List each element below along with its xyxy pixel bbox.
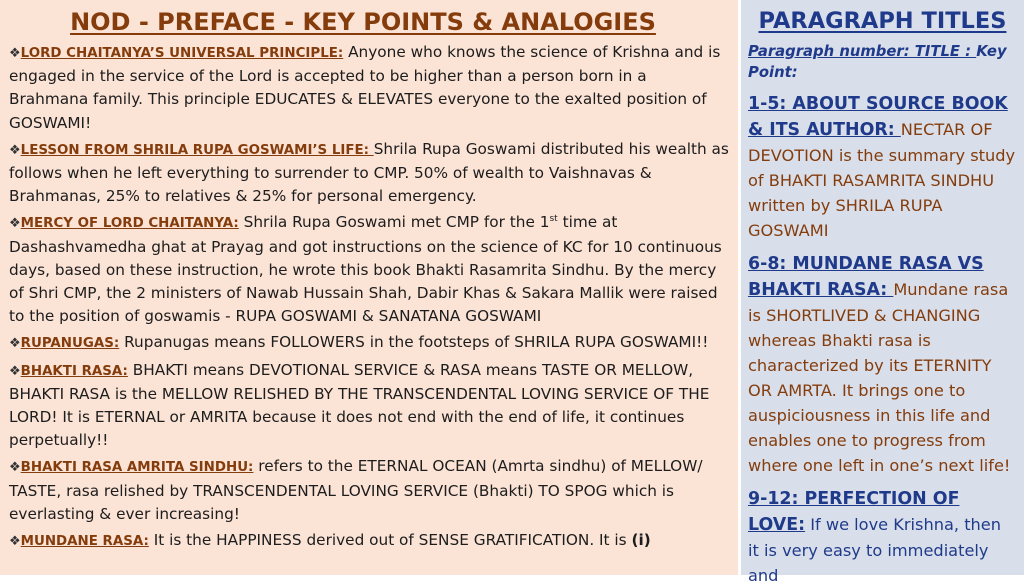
diamond-bullet-icon: ❖ xyxy=(9,363,21,379)
entry-text: If we love Krishna, then it is very easy to immediately and xyxy=(748,515,1002,585)
point-text: It is the HAPPINESS derived out of SENSE GRATIFICATION. It is xyxy=(148,531,632,550)
diamond-bullet-icon: ❖ xyxy=(9,336,21,352)
point-text: time at Dashashvamedha ghat at Prayag and got instructions on the science of KC for 10 continuous days, based on these instruction, he wrote this book Bhakti Rasamrita Sindhu. By the mercy of Shri CMP, the 2 ministers of Nawab Hussain Shah, Dabir Khas & Sakara Mallik were raised to the position of goswamis - RUPA GOSWAMI & SANATANA GOSWAMI xyxy=(9,213,722,326)
point-text: Anyone who knows the science of Krishna and is engaged in the service of the Lord is accepted to be higher than a person born in a Brahmana family. This principle EDUCATES & ELEVATES everyone to the exalted position of GOSWAMI! xyxy=(9,43,721,132)
diamond-bullet-icon: ❖ xyxy=(9,534,21,550)
point-rupa-goswami-lesson xyxy=(9,138,730,209)
diamond-bullet-icon: ❖ xyxy=(9,216,21,232)
point-heading: MERCY OF LORD CHAITANYA: xyxy=(20,216,239,232)
point-bhakti-rasa-amrita-sindhu xyxy=(9,455,730,526)
paragraph-key-legend xyxy=(748,41,1016,83)
point-superscript: st xyxy=(549,214,558,225)
entry-text: Mundane rasa is SHORTLIVED & CHANGING whereas Bhakti rasa is characterized by its ETERNITY OR AMRTA. It brings one to auspiciousness in this life and enables one to progress from where one left in one’s next life! xyxy=(748,280,1011,475)
paragraph-entry-1-5 xyxy=(748,91,1016,243)
point-bhakti-rasa xyxy=(9,359,730,453)
paragraph-titles-panel xyxy=(741,0,1024,585)
entry-heading: 9-12: PERFECTION OF LOVE: xyxy=(748,489,960,535)
key-points-list xyxy=(9,41,730,553)
diamond-bullet-icon: ❖ xyxy=(9,460,21,476)
point-heading: LESSON FROM SHRILA RUPA GOSWAMI’S LIFE: xyxy=(20,142,374,158)
paragraph-titles-title: PARAGRAPH TITLES xyxy=(758,8,1007,34)
point-text: refers to the ETERNAL OCEAN (Amrta sindhu) of MELLOW/ TASTE, rasa relished by TRANSCENDENTAL LOVING SERVICE (Bhakti) TO SPOG which is everlasting & ever increasing! xyxy=(9,457,703,523)
entry-heading: 1-5: ABOUT SOURCE BOOK & ITS AUTHOR: xyxy=(748,94,1008,140)
point-text: BHAKTI means DEVOTIONAL SERVICE & RASA means TASTE OR MELLOW, BHAKTI RASA is the MELLOW RELISHED BY THE TRANSCENDENTAL LOVING SERVICE OF THE LORD! It is ETERNAL or AMRITA because it does not end with the end of life, it continues perpetually!! xyxy=(9,360,710,450)
point-text: Shrila Rupa Goswami met CMP for the 1 xyxy=(238,213,550,232)
point-bold-tail: (i) xyxy=(631,531,651,550)
point-heading: LORD CHAITANYA’S UNIVERSAL PRINCIPLE: xyxy=(20,46,344,61)
paragraph-entry-9-12 xyxy=(748,486,1016,588)
point-heading: BHAKTI RASA: xyxy=(20,363,128,379)
point-rupanugas xyxy=(9,331,730,355)
point-text: Shrila Rupa Goswami distributed his wealth as follows when he left everything to surrender to CMP. 50% of wealth to Vaishnavas & Brahmanas, 25% to relatives & 25% for personal emergency. xyxy=(9,139,729,206)
point-universal-principle xyxy=(9,41,730,135)
point-heading: BHAKTI RASA AMRITA SINDHU: xyxy=(20,460,254,476)
point-mundane-rasa xyxy=(9,529,730,553)
point-heading: RUPANUGAS: xyxy=(20,336,120,352)
diamond-bullet-icon: ❖ xyxy=(9,46,21,61)
paragraph-entry-6-8 xyxy=(748,251,1016,478)
point-heading: MUNDANE RASA: xyxy=(20,534,149,550)
entry-text: NECTAR OF DEVOTION is the summary study of BHAKTI RASAMRITA SINDHU written by SHRILA RUPA GOSWAMI xyxy=(748,120,1016,240)
point-text: Rupanugas means FOLLOWERS in the footsteps of SHRILA RUPA GOSWAMI!! xyxy=(119,333,709,352)
key-rest: Key Point: xyxy=(748,43,1007,81)
entry-heading: 6-8: MUNDANE RASA VS BHAKTI RASA: xyxy=(748,254,984,300)
diamond-bullet-icon: ❖ xyxy=(9,142,21,158)
point-mercy-of-chaitanya xyxy=(9,211,730,328)
key-points-title: NOD - PREFACE - KEY POINTS & ANALOGIES xyxy=(70,8,656,36)
paragraph-titles-list xyxy=(748,41,1016,588)
key-prefix: Paragraph number: TITLE : xyxy=(748,43,977,60)
